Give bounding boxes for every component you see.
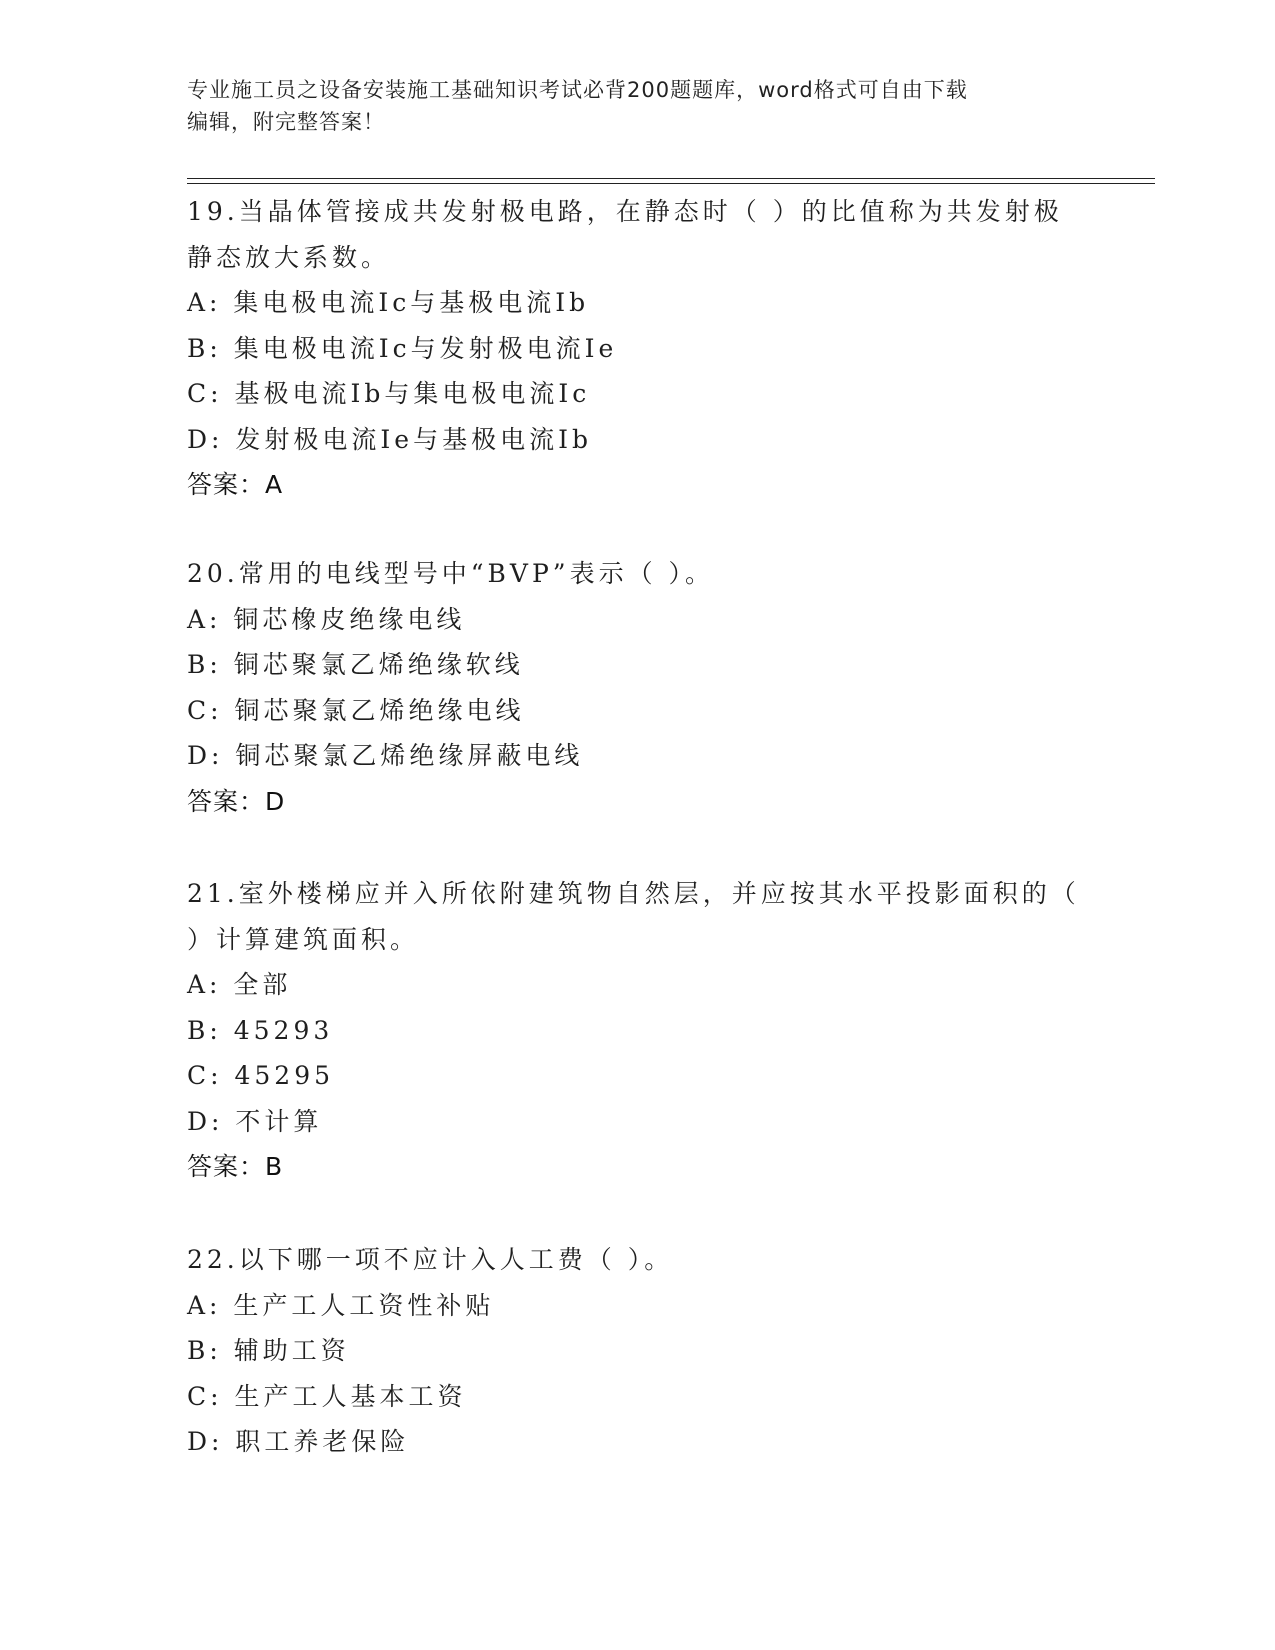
answer-label: 答案：D bbox=[187, 786, 286, 816]
option-b: B: 集电极电流Ic与发射极电流Ie bbox=[187, 333, 618, 363]
option-d: D: 铜芯聚氯乙烯绝缘屏蔽电线 bbox=[187, 741, 584, 770]
answer-label: 答案：A bbox=[187, 470, 284, 499]
question-stem-line: 22.以下哪一项不应计入人工费（ ）。 bbox=[187, 1245, 674, 1274]
header-line-2: 编辑，附完整答案！ bbox=[187, 110, 385, 134]
question-21 bbox=[187, 871, 1087, 1190]
header-line-1: 专业施工员之设备安装施工基础知识考试必背200题题库，word格式可自由下载 bbox=[187, 78, 968, 102]
question-stem-line: 21.室外楼梯应并入所依附建筑物自然层，并应按其水平投影面积的（ bbox=[187, 879, 1080, 908]
question-stem-line: ）计算建筑面积。 bbox=[187, 924, 420, 954]
answer-label: 答案：B bbox=[187, 1152, 284, 1181]
option-c: C: 基极电流Ib与集电极电流Ic bbox=[187, 379, 591, 408]
question-22 bbox=[187, 1237, 1087, 1465]
option-a: A: 生产工人工资性补贴 bbox=[187, 1290, 495, 1320]
option-d: D: 职工养老保险 bbox=[187, 1427, 410, 1456]
option-a: A: 集电极电流Ic与基极电流Ib bbox=[187, 288, 590, 317]
header-divider-bottom bbox=[187, 183, 1155, 184]
option-a: A: 铜芯橡皮绝缘电线 bbox=[187, 604, 466, 634]
question-19 bbox=[187, 189, 1087, 508]
header-divider-top bbox=[187, 178, 1155, 179]
question-stem-line: 20.常用的电线型号中“BVP”表示（ ）。 bbox=[187, 559, 715, 588]
option-d: D: 发射极电流Ie与基极电流Ib bbox=[187, 424, 592, 454]
option-b: B: 45293 bbox=[187, 1015, 334, 1045]
question-20 bbox=[187, 551, 1087, 824]
option-b: B: 辅助工资 bbox=[187, 1336, 350, 1365]
question-stem-line: 静态放大系数。 bbox=[187, 242, 391, 272]
document-header bbox=[187, 74, 1067, 138]
option-c: C: 生产工人基本工资 bbox=[187, 1381, 467, 1411]
question-stem-line: 19.当晶体管接成共发射极电路，在静态时（ ）的比值称为共发射极 bbox=[187, 197, 1063, 226]
option-d: D: 不计算 bbox=[187, 1106, 323, 1136]
option-c: C: 45295 bbox=[187, 1061, 335, 1090]
option-a: A: 全部 bbox=[187, 970, 292, 999]
option-c: C: 铜芯聚氯乙烯绝缘电线 bbox=[187, 695, 525, 725]
option-b: B: 铜芯聚氯乙烯绝缘软线 bbox=[187, 650, 524, 679]
